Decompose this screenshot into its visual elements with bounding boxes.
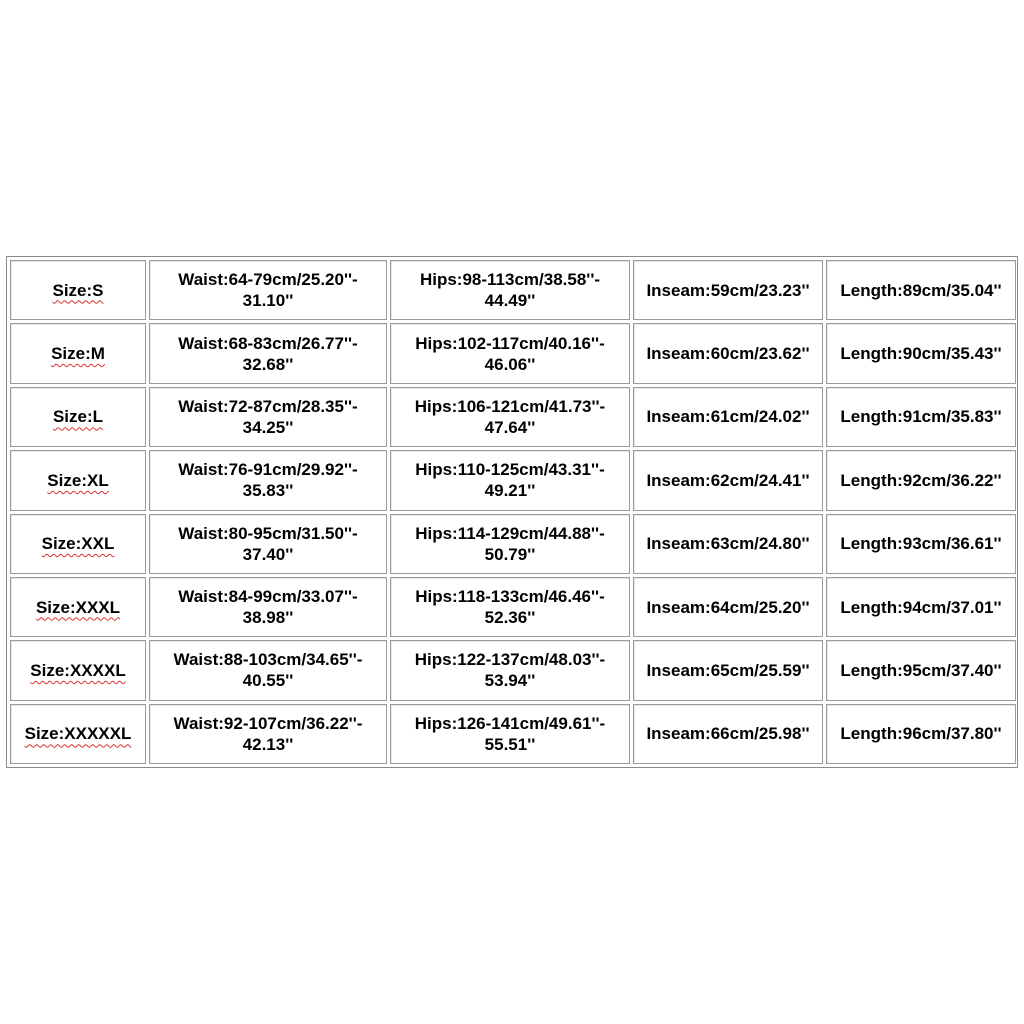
size-label: Size:XXL bbox=[41, 534, 115, 554]
waist-line-2: 38.98'' bbox=[242, 608, 294, 628]
inseam-cell: Inseam:62cm/24.41'' bbox=[633, 450, 823, 510]
hips-line-2: 46.06'' bbox=[484, 354, 536, 374]
table-row bbox=[10, 260, 1016, 320]
inseam-cell: Inseam:66cm/25.98'' bbox=[633, 704, 823, 764]
hips-line-2: 52.36'' bbox=[484, 608, 536, 628]
size-label: Size:XXXXL bbox=[30, 660, 126, 680]
hips-cell bbox=[390, 260, 630, 320]
length-cell: Length:94cm/37.01'' bbox=[826, 577, 1016, 637]
size-cell bbox=[10, 260, 146, 320]
waist-line-2: 42.13'' bbox=[242, 734, 294, 754]
table-row bbox=[10, 387, 1016, 447]
size-label: Size:XXXXXL bbox=[24, 724, 132, 744]
hips-line-1: Hips:98-113cm/38.58''- bbox=[419, 270, 601, 290]
inseam-cell: Inseam:64cm/25.20'' bbox=[633, 577, 823, 637]
inseam-cell: Inseam:63cm/24.80'' bbox=[633, 514, 823, 574]
waist-cell bbox=[149, 450, 387, 510]
table-row bbox=[10, 704, 1016, 764]
length-cell: Length:91cm/35.83'' bbox=[826, 387, 1016, 447]
hips-line-2: 47.64'' bbox=[484, 417, 536, 437]
hips-cell bbox=[390, 577, 630, 637]
hips-cell bbox=[390, 387, 630, 447]
size-label: Size:S bbox=[52, 280, 104, 300]
waist-cell bbox=[149, 704, 387, 764]
hips-cell bbox=[390, 640, 630, 700]
waist-line-2: 35.83'' bbox=[242, 481, 294, 501]
hips-line-2: 49.21'' bbox=[484, 481, 536, 501]
waist-cell bbox=[149, 640, 387, 700]
waist-cell bbox=[149, 577, 387, 637]
size-cell bbox=[10, 514, 146, 574]
hips-line-1: Hips:106-121cm/41.73''- bbox=[414, 396, 606, 416]
size-cell bbox=[10, 704, 146, 764]
inseam-cell: Inseam:65cm/25.59'' bbox=[633, 640, 823, 700]
inseam-cell: Inseam:61cm/24.02'' bbox=[633, 387, 823, 447]
length-cell: Length:96cm/37.80'' bbox=[826, 704, 1016, 764]
waist-cell bbox=[149, 260, 387, 320]
hips-line-1: Hips:122-137cm/48.03''- bbox=[414, 650, 606, 670]
size-label: Size:M bbox=[51, 344, 105, 364]
table-row bbox=[10, 577, 1016, 637]
size-chart-body bbox=[10, 260, 1016, 764]
waist-line-2: 40.55'' bbox=[242, 671, 294, 691]
hips-cell bbox=[390, 514, 630, 574]
hips-line-1: Hips:110-125cm/43.31''- bbox=[415, 460, 605, 480]
table-row bbox=[10, 640, 1016, 700]
size-chart-table bbox=[7, 257, 1019, 767]
hips-line-2: 55.51'' bbox=[484, 734, 536, 754]
table-row bbox=[10, 450, 1016, 510]
size-cell bbox=[10, 577, 146, 637]
waist-line-2: 32.68'' bbox=[242, 354, 294, 374]
length-cell: Length:93cm/36.61'' bbox=[826, 514, 1016, 574]
size-chart bbox=[6, 256, 1018, 768]
waist-line-2: 31.10'' bbox=[242, 291, 294, 311]
table-row bbox=[10, 323, 1016, 383]
size-cell bbox=[10, 450, 146, 510]
inseam-cell: Inseam:59cm/23.23'' bbox=[633, 260, 823, 320]
hips-line-1: Hips:102-117cm/40.16''- bbox=[415, 333, 605, 353]
hips-cell bbox=[390, 704, 630, 764]
waist-line-1: Waist:88-103cm/34.65''- bbox=[173, 650, 363, 670]
waist-line-1: Waist:80-95cm/31.50''- bbox=[178, 523, 358, 543]
size-cell bbox=[10, 387, 146, 447]
hips-line-2: 50.79'' bbox=[484, 544, 536, 564]
size-label: Size:XXXL bbox=[35, 597, 121, 617]
waist-line-1: Waist:84-99cm/33.07''- bbox=[178, 587, 358, 607]
waist-line-1: Waist:64-79cm/25.20''- bbox=[178, 270, 358, 290]
hips-line-2: 44.49'' bbox=[484, 291, 536, 311]
waist-cell bbox=[149, 323, 387, 383]
size-label: Size:XL bbox=[47, 470, 109, 490]
length-cell: Length:89cm/35.04'' bbox=[826, 260, 1016, 320]
length-cell: Length:92cm/36.22'' bbox=[826, 450, 1016, 510]
waist-line-1: Waist:92-107cm/36.22''- bbox=[173, 713, 363, 733]
waist-cell bbox=[149, 387, 387, 447]
length-cell: Length:90cm/35.43'' bbox=[826, 323, 1016, 383]
hips-cell bbox=[390, 450, 630, 510]
hips-line-1: Hips:118-133cm/46.46''- bbox=[415, 587, 605, 607]
table-row bbox=[10, 514, 1016, 574]
waist-line-1: Waist:72-87cm/28.35''- bbox=[178, 396, 358, 416]
waist-line-1: Waist:76-91cm/29.92''- bbox=[178, 460, 358, 480]
hips-line-1: Hips:114-129cm/44.88''- bbox=[415, 523, 605, 543]
hips-line-2: 53.94'' bbox=[484, 671, 536, 691]
size-label: Size:L bbox=[52, 407, 104, 427]
size-cell bbox=[10, 323, 146, 383]
hips-cell bbox=[390, 323, 630, 383]
waist-line-1: Waist:68-83cm/26.77''- bbox=[178, 333, 358, 353]
length-cell: Length:95cm/37.40'' bbox=[826, 640, 1016, 700]
waist-cell bbox=[149, 514, 387, 574]
waist-line-2: 37.40'' bbox=[242, 544, 294, 564]
waist-line-2: 34.25'' bbox=[242, 417, 294, 437]
size-cell bbox=[10, 640, 146, 700]
hips-line-1: Hips:126-141cm/49.61''- bbox=[414, 713, 606, 733]
inseam-cell: Inseam:60cm/23.62'' bbox=[633, 323, 823, 383]
